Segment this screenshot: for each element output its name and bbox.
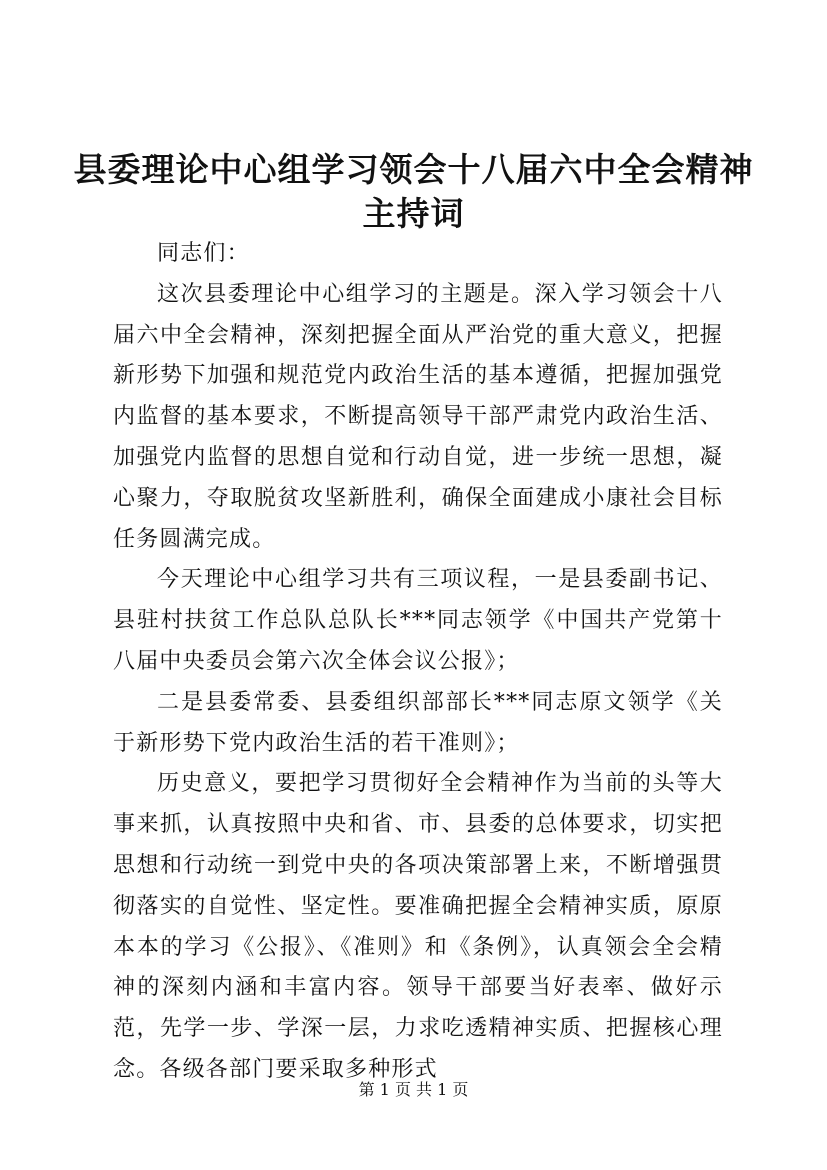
- salutation-paragraph: 同志们：: [157, 241, 250, 266]
- body-paragraph: 历史意义，要把学习贯彻好全会精神作为当前的头等大事来抓，认真按照中央和省、市、县委的总体要求，切实把思想和行动统一到党中央的各项决策部署上来，不断增强贯彻落实的自觉性、坚定性。要准确把握全会精神实质，原原本本的学习《公报》、《准则》和《条例》，认真领会全会精神的深刻内涵和丰富内容。领导干部要当好表率、做好示范，先学一步、学深一层，力求吃透精神实质、把握核心理念。各级各部门要采取多种形式: [113, 771, 723, 1082]
- document-title-line-1: 县委理论中心组学习领会十八届六中全会精神: [73, 150, 754, 189]
- body-paragraph: 今天理论中心组学习共有三项议程，一是县委副书记、县驻村扶贫工作总队总队长***同志领学《中国共产党第十八届中央委员会第六次全体会议公报》；: [113, 567, 723, 674]
- body-paragraph: 二是县委常委、县委组织部部长***同志原文领学《关于新形势下党内政治生活的若干准则》；: [113, 689, 723, 756]
- document-title-line-2: 主持词: [362, 194, 465, 233]
- document-body: [113, 234, 723, 1091]
- page-number-footer: 第 1 页 共 1 页: [358, 1080, 469, 1099]
- body-paragraph: 这次县委理论中心组学习的主题是。深入学习领会十八届六中全会精神，深刻把握全面从严治党的重大意义，把握新形势下加强和规范党内政治生活的基本遵循，把握加强党内监督的基本要求，不断提高领导干部严肃党内政治生活、加强党内监督的思想自觉和行动自觉，进一步统一思想，凝心聚力，夺取脱贫攻坚新胜利，确保全面建成小康社会目标任务圆满完成。: [113, 281, 723, 552]
